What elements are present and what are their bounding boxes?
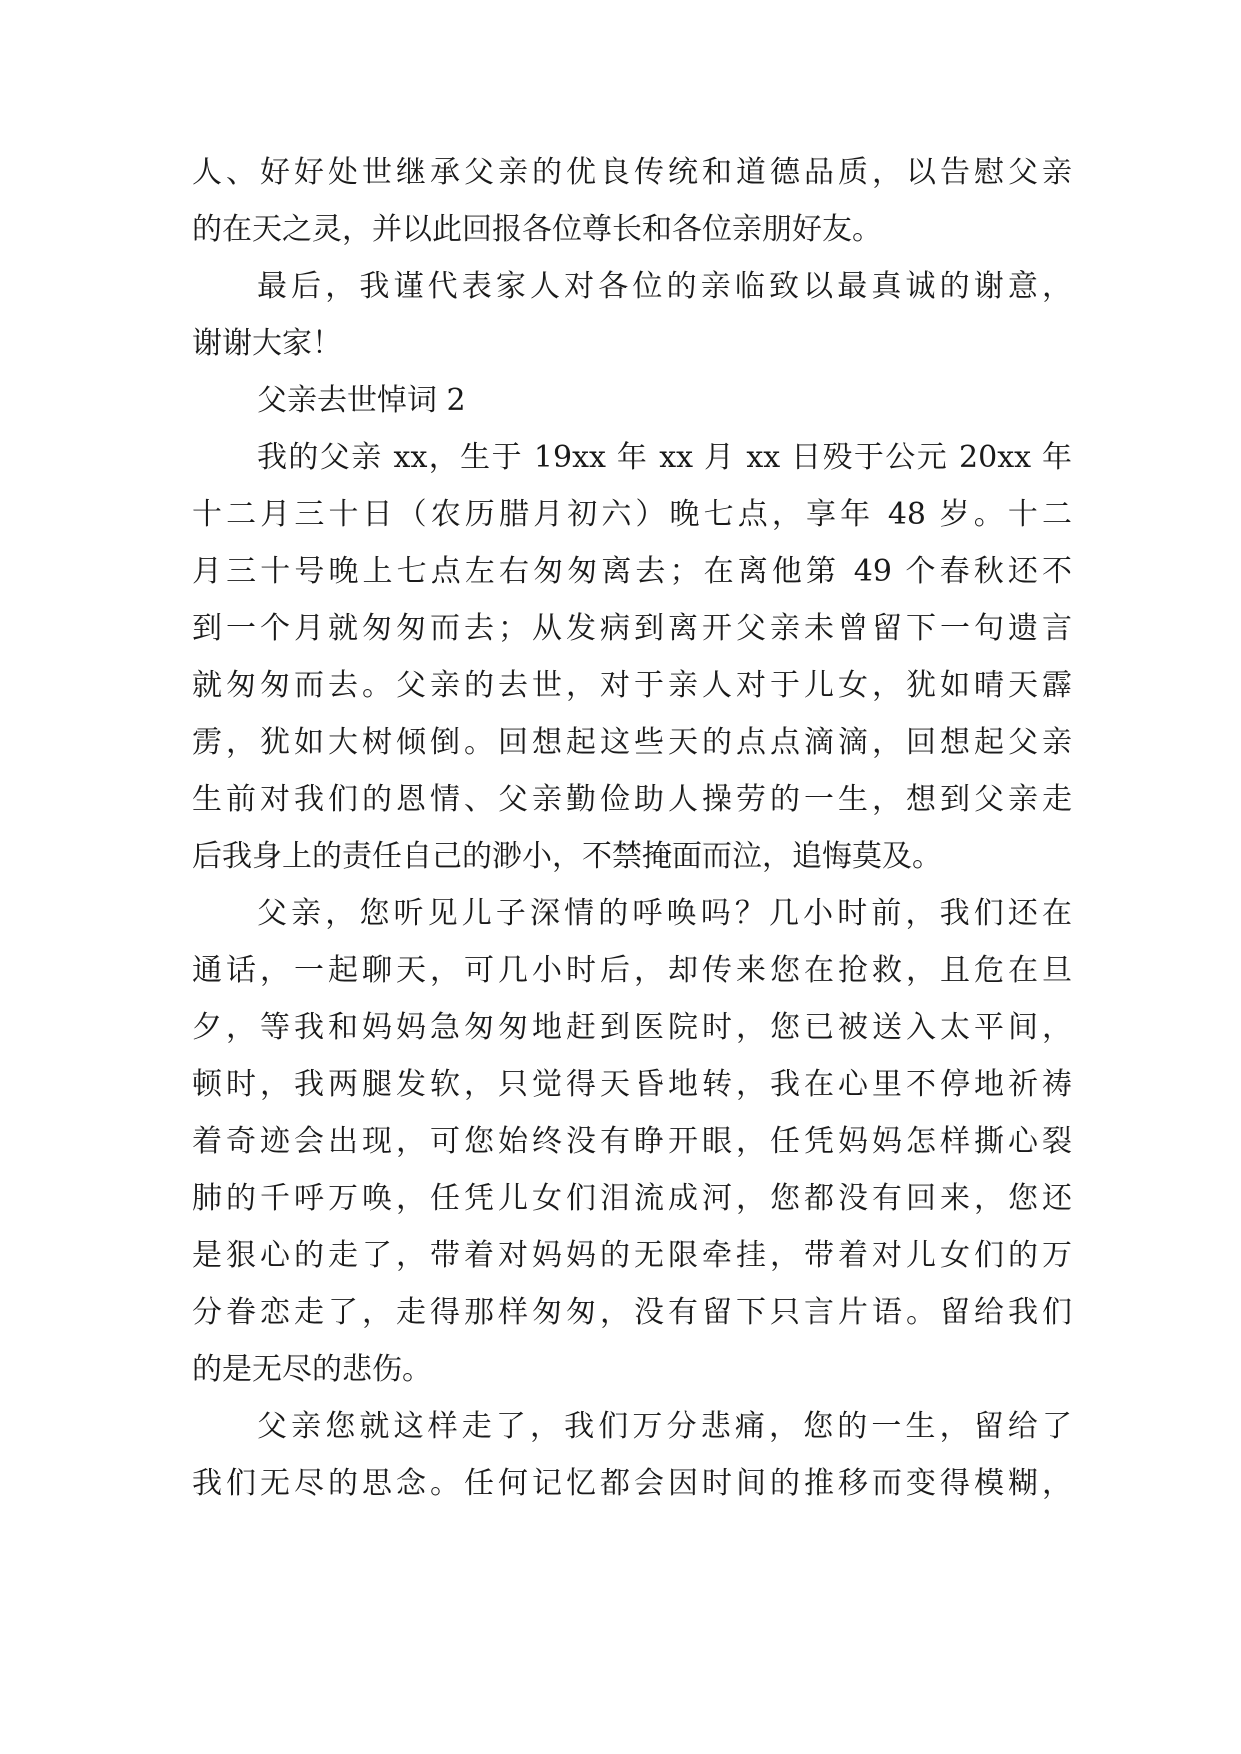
body-text-line: 分眷恋走了，走得那样匆匆，没有留下只言片语。留给我们 — [192, 1295, 1072, 1330]
body-text-line: 后我身上的责任自己的渺小，不禁掩面而泣，追悔莫及。 — [192, 839, 942, 874]
body-text-line: 生前对我们的恩情、父亲勤俭助人操劳的一生，想到父亲走 — [192, 782, 1072, 817]
body-text-line: 肺的千呼万唤，任凭儿女们泪流成河，您都没有回来，您还 — [192, 1181, 1072, 1216]
body-text-line: 雳，犹如大树倾倒。回想起这些天的点点滴滴，回想起父亲 — [192, 725, 1072, 760]
body-text-line: 的是无尽的悲伤。 — [192, 1352, 432, 1387]
body-text-line: 十二月三十日（农历腊月初六）晚七点，享年 48 岁。十二 — [192, 497, 1072, 532]
body-text-line: 顿时，我两腿发软，只觉得天昏地转，我在心里不停地祈祷 — [192, 1067, 1072, 1102]
section-heading: 父亲去世悼词 2 — [257, 383, 466, 418]
paragraph-first-line: 最后，我谨代表家人对各位的亲临致以最真诚的谢意， — [257, 269, 1072, 304]
body-text-line: 着奇迹会出现，可您始终没有睁开眼，任凭妈妈怎样撕心裂 — [192, 1124, 1072, 1159]
body-text-line: 人、好好处世继承父亲的优良传统和道德品质，以告慰父亲 — [192, 155, 1072, 190]
paragraph-first-line: 父亲您就这样走了，我们万分悲痛，您的一生，留给了 — [257, 1409, 1072, 1444]
body-text-line: 是狠心的走了，带着对妈妈的无限牵挂，带着对儿女们的万 — [192, 1238, 1072, 1273]
paragraph-first-line: 我的父亲 xx，生于 19xx 年 xx 月 xx 日殁于公元 20xx 年 — [257, 440, 1072, 475]
body-text-line: 到一个月就匆匆而去；从发病到离开父亲未曾留下一句遗言 — [192, 611, 1072, 646]
body-text-line: 我们无尽的思念。任何记忆都会因时间的推移而变得模糊， — [192, 1466, 1072, 1501]
body-text-line: 通话，一起聊天，可几小时后，却传来您在抢救，且危在旦 — [192, 953, 1072, 988]
body-text-line: 就匆匆而去。父亲的去世，对于亲人对于儿女，犹如晴天霹 — [192, 668, 1072, 703]
paragraph-first-line: 父亲，您听见儿子深情的呼唤吗？几小时前，我们还在 — [257, 896, 1072, 931]
body-text-line: 谢谢大家！ — [192, 326, 342, 361]
body-text-line: 月三十号晚上七点左右匆匆离去；在离他第 49 个春秋还不 — [192, 554, 1072, 589]
body-text-line: 的在天之灵，并以此回报各位尊长和各位亲朋好友。 — [192, 212, 882, 247]
body-text-line: 夕，等我和妈妈急匆匆地赶到医院时，您已被送入太平间， — [192, 1010, 1072, 1045]
